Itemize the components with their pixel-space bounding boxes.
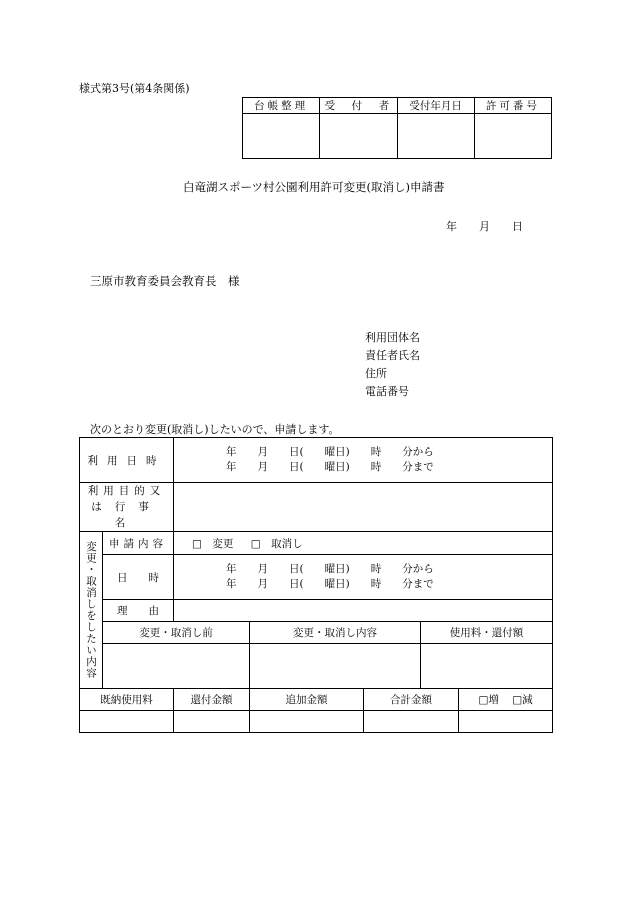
application-table [79,437,553,733]
form-number: 様式第3号(第4条関係) [79,82,190,95]
reason-field[interactable] [174,600,553,622]
refund-header: 還付金額 [174,689,250,711]
column-before-header: 変更・取消し前 [103,622,250,644]
change-from-text: 年 月 日( 曜日) 時 分から [226,563,434,575]
purpose-label [80,483,174,532]
refund-field[interactable] [174,711,250,733]
document-title: 白竜湖スポーツ村公園利用許可変更(取消し)申請書 [183,180,445,194]
increase-decrease-field[interactable] [459,711,553,733]
applicant-phone-label: 電話番号 [365,385,409,398]
after-content-field[interactable] [250,644,421,689]
applicant-address-label: 住所 [365,367,387,380]
addressee: 三原市教育委員会教育長 様 [90,274,240,288]
increase-checkbox[interactable]: □増 [478,694,499,706]
date-line: 年 月 日 [446,220,523,233]
ledger-header-cell: 台帳整理 [243,98,320,114]
ledger-input-cell[interactable] [474,114,551,159]
applicant-group-name-label: 利用団体名 [365,331,420,344]
paid-fee-field[interactable] [80,711,174,733]
ledger-table [242,97,552,159]
reason-label: 理 由 [103,600,174,622]
paid-fee-header: 既納使用料 [80,689,174,711]
ledger-header-cell: 許可番号 [474,98,551,114]
usage-datetime-field[interactable] [174,438,553,483]
purpose-field[interactable] [174,483,553,532]
intro-text: 次のとおり変更(取消し)したいので、申請します。 [90,423,340,436]
usage-to-text: 年 月 日( 曜日) 時 分まで [226,461,434,473]
request-content-field [174,532,553,555]
ledger-header-cell: 受 付 者 [320,98,397,114]
purpose-label-line-2: は行事名 [91,501,162,529]
total-header: 合計金額 [364,689,459,711]
change-to-text: 年 月 日( 曜日) 時 分まで [226,578,434,590]
before-content-field[interactable] [103,644,250,689]
ledger-input-cell[interactable] [397,114,474,159]
change-section-label: 変更・取消しをしたい内容 [80,532,103,689]
option-cancel-checkbox[interactable]: □ 取消し [250,537,303,550]
purpose-label-line-1: 利用目的又 [87,485,166,497]
fee-field[interactable] [421,644,553,689]
applicant-block [365,329,420,401]
additional-field[interactable] [250,711,364,733]
usage-from-text: 年 月 日( 曜日) 時 分から [226,446,434,458]
option-change-checkbox[interactable]: □ 変更 [192,537,234,550]
usage-datetime-label: 利用日時 [80,438,174,483]
column-fee-header: 使用料・還付額 [421,622,553,644]
change-datetime-field[interactable] [174,555,553,600]
total-field[interactable] [364,711,459,733]
decrease-checkbox[interactable]: □減 [512,694,533,706]
applicant-representative-label: 責任者氏名 [365,349,420,362]
ledger-input-cell[interactable] [243,114,320,159]
ledger-header-cell: 受付年月日 [397,98,474,114]
additional-header: 追加金額 [250,689,364,711]
column-after-header: 変更・取消し内容 [250,622,421,644]
ledger-input-cell[interactable] [320,114,397,159]
datetime-label: 日 時 [103,555,174,600]
request-content-label: 申請内容 [103,532,174,555]
increase-decrease-header [459,689,553,711]
